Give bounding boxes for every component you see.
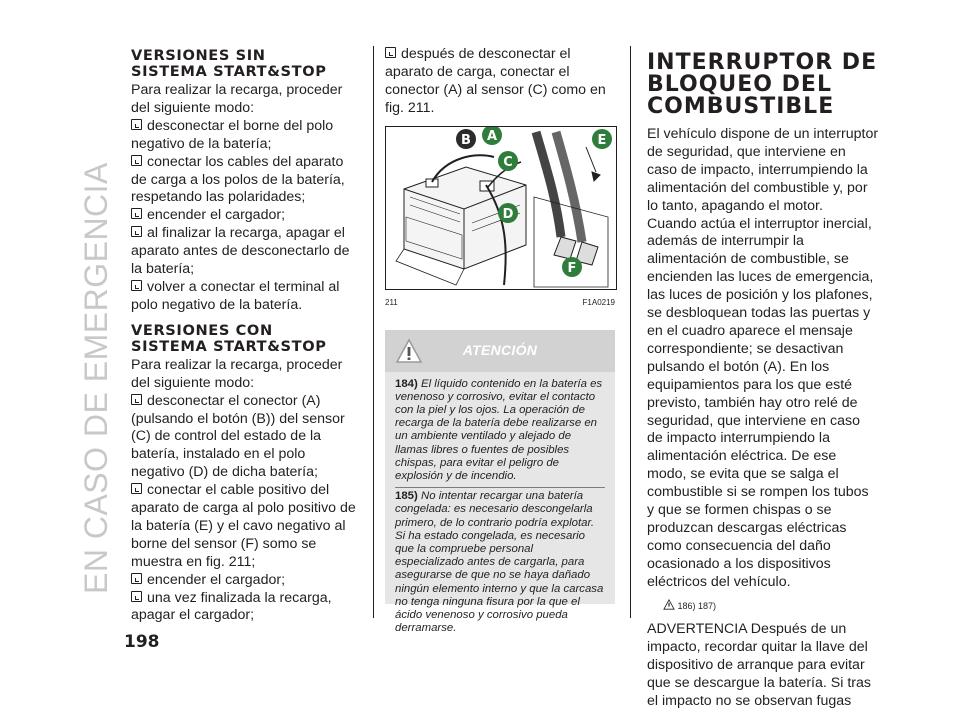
warning-item xyxy=(395,378,605,489)
list-item xyxy=(131,118,359,154)
paragraph: El vehículo dispone de un interruptor de seguridad, que interviene en caso de impacto, interrumpiendo la alimentación del combustible y, por lo tanto, apagando el motor. xyxy=(647,126,879,214)
figure-code: F1A0219 xyxy=(582,297,615,307)
section-heading-line: SISTEMA START&STOP xyxy=(131,63,327,80)
list-item xyxy=(131,207,359,225)
list-item-text: después de desconectar el aparato de carga, conectar el conector (A) al sensor (C) como en fig. 211. xyxy=(385,46,606,116)
section-heading xyxy=(131,48,359,80)
list-item-text: encender el cargador; xyxy=(147,207,286,224)
checkbox-bullet-icon xyxy=(131,591,142,602)
intro-text: Para realizar la recarga, proceder del siguiente modo: xyxy=(131,82,343,116)
column-right xyxy=(647,46,879,711)
list-item xyxy=(131,279,359,315)
warning-item-number: 185) xyxy=(395,490,418,503)
list-item-text: volver a conectar el terminal al polo negativo de la batería. xyxy=(131,278,340,313)
marker-label-F: F xyxy=(567,260,577,276)
list-item-text: desconectar el borne del polo negativo de la batería; xyxy=(131,117,334,152)
checkbox-bullet-icon xyxy=(131,483,142,494)
list-item-text: conectar los cables del aparato de carga a los polos de la batería, respetando las polaridades; xyxy=(131,153,345,206)
warning-box xyxy=(385,330,615,635)
figure-battery-diagram xyxy=(385,126,617,290)
list-item-text: conectar el cable positivo del aparato de carga al polo positivo de la batería (E) y el cavo negativo al borne del sensor (F) somo se muestra en fig. 211; xyxy=(131,482,356,570)
warning-refs xyxy=(663,598,879,616)
column-divider xyxy=(630,46,631,618)
list-item xyxy=(131,393,359,483)
section-heading-line: COMBUSTIBLE xyxy=(647,94,835,119)
marker-label-E: E xyxy=(597,132,607,148)
bullet-list xyxy=(131,393,359,626)
column-divider xyxy=(373,46,374,618)
section-heading-line: VERSIONES SIN xyxy=(131,47,266,64)
marker-label-C: C xyxy=(503,154,513,170)
marker-label-A: A xyxy=(486,128,498,144)
figure-number: 211 xyxy=(385,297,398,307)
section-heading xyxy=(647,52,879,118)
figure-caption xyxy=(385,294,615,312)
intro-text: Para realizar la recarga, proceder del siguiente modo: xyxy=(131,356,343,391)
list-item xyxy=(131,225,359,279)
warning-ref-numbers: 186) 187) xyxy=(677,600,717,611)
marker-label-B: B xyxy=(461,132,471,148)
list-item xyxy=(131,154,359,208)
section-heading-line: SISTEMA START&STOP xyxy=(131,337,327,355)
checkbox-bullet-icon xyxy=(385,47,396,58)
side-chapter-title: EN CASO DE EMERGENCIA xyxy=(78,162,114,594)
column-left xyxy=(131,46,359,625)
warning-title: ATENCIÓN xyxy=(462,341,538,358)
list-item xyxy=(385,46,615,118)
list-item-text: una vez finalizada la recarga, apagar el cargador; xyxy=(131,589,332,624)
list-item-text: encender el cargador; xyxy=(147,571,286,588)
checkbox-bullet-icon xyxy=(131,280,142,291)
checkbox-bullet-icon xyxy=(131,226,142,237)
section-heading-line: VERSIONES CON xyxy=(131,321,273,339)
checkbox-bullet-icon xyxy=(131,573,142,584)
list-item-text: desconectar el conector (A) (pulsando el botón (B)) del sensor (C) de control del estado de la batería, instalado en el polo negativo (D) de dicha batería; xyxy=(131,392,345,481)
paragraph: ADVERTENCIA Después de un impacto, recordar quitar la llave del dispositivo de arranque para evitar que se descargue la batería. Si tras el impacto no se observan fugas xyxy=(647,621,871,710)
column-middle xyxy=(385,46,615,635)
bullet-list xyxy=(131,118,359,315)
checkbox-bullet-icon xyxy=(131,394,142,405)
list-item xyxy=(131,572,359,590)
checkbox-bullet-icon xyxy=(131,119,142,130)
warning-item-text: El líquido contenido en la batería es venenoso y corrosivo, evitar el contacto con la piel y los ojos. La operación de recarga de la batería debe realizarse en un ambiente ventilado y alejado de llamas libres o fuentes de posibles chispas, para evitar el peligro de explosión y de incendio. xyxy=(395,377,603,482)
section-heading-line: BLOQUEO DEL xyxy=(647,72,832,97)
paragraph: Cuando actúa el interruptor inercial, además de interrumpir la alimentación de combustible, se encienden las luces de emergencia, las luces de posición y los plafones, se desbloquean todas las puertas y en el cuadro aparece el mensaje correspondiente; se desactivan pulsando el botón (A). En los equipamientos para los que esté previsto, también hay otro relé de seguridad, que interviene en caso de impacto interrumpiendo la alimentación eléctrica. De ese modo, se evita que se salga el combustible si se rompen los tubos y que se formen chispas o se produzcan descargas eléctricas como consecuencia del daño ocasionado a los dispositivos eléctricos del vehículo. xyxy=(647,215,874,590)
warning-body xyxy=(385,372,615,640)
marker-label-D: D xyxy=(502,206,514,222)
warning-triangle-icon xyxy=(663,599,675,610)
battery-illustration xyxy=(386,127,616,289)
warning-header xyxy=(385,330,615,372)
checkbox-bullet-icon xyxy=(131,208,142,219)
page-number: 198 xyxy=(124,632,160,652)
warning-item-number: 184) xyxy=(395,377,418,390)
warning-item xyxy=(395,490,605,639)
checkbox-bullet-icon xyxy=(131,155,142,166)
list-item xyxy=(131,590,359,626)
section-heading-line: INTERRUPTOR DE xyxy=(647,50,878,75)
list-item xyxy=(131,482,359,572)
section-heading xyxy=(131,323,359,355)
list-item-text: al finalizar la recarga, apagar el aparato antes de desconectarlo de la batería; xyxy=(131,225,350,278)
warning-item-text: No intentar recargar una batería congelada: es necesario descongelarla primero, de lo contrario podría explotar. Si ha estado congelada, es necesario que la compruebe personal especializado antes de cargarla, para asegurarse de que no se haya dañado ningún elemento interno y que la carcasa no tenga ninguna fisura por la que el ácido venenoso y corrosivo pueda derramarse. xyxy=(395,490,604,635)
